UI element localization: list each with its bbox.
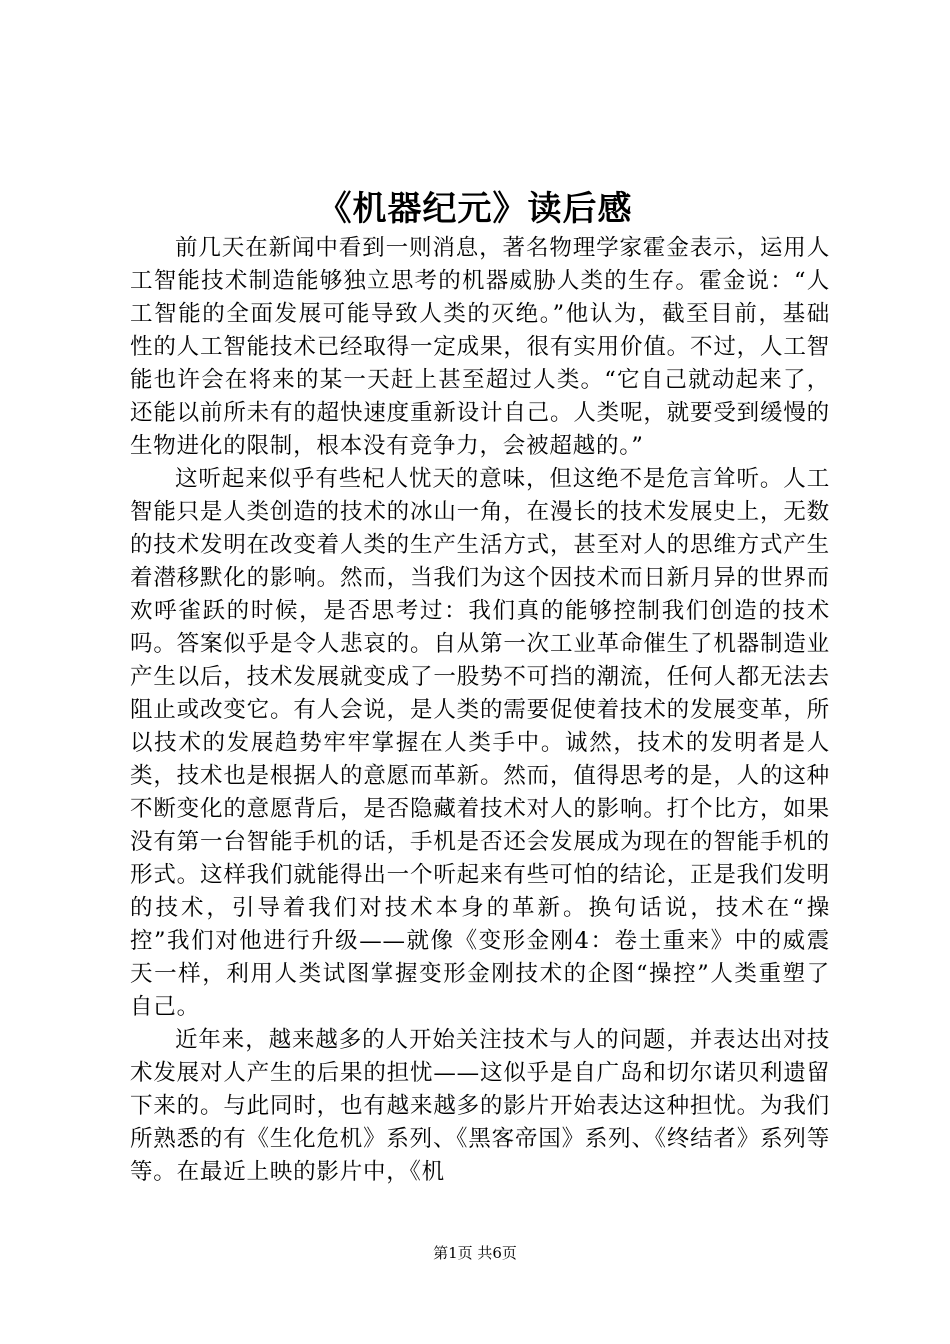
paragraph-2: 这听起来似乎有些杞人忧天的意味，但这绝不是危言耸听。人工智能只是人类创造的技术的冰山一角，在漫长的技术发展史上，无数的技术发明在改变着人类的生产生活方式，甚至对人的思维方式产生着潜移默化的影响。然而，当我们为这个因技术而日新月异的世界而欢呼雀跃的时候，是否思考过：我们真的能够控制我们创造的技术吗。答案似乎是令人悲哀的。自从第一次工业革命催生了机器制造业产生以后，技术发展就变成了一股势不可挡的潮流，任何人都无法去阻止或改变它。有人会说，是人类的需要促使着技术的发展变革，所以技术的发展趋势牢牢掌握在人类手中。诚然，技术的发明者是人类，技术也是根据人的意愿而革新。然而，值得思考的是，人的这种不断变化的意愿背后，是否隐藏着技术对人的影响。打个比方，如果没有第一台智能手机的话，手机是否还会发展成为现在的智能手机的形式。这样我们就能得出一个听起来有些可怕的结论，正是我们发明的技术，引导着我们对技术本身的革新。换句话说，技术在“操控”我们对他进行升级——就像《变形金刚4：卷土重来》中的威震天一样，利用人类试图掌握变形金刚技术的企图“操控”人类重塑了自己。 <box>130 466 830 1020</box>
paragraph-3: 近年来，越来越多的人开始关注技术与人的问题，并表达出对技术发展对人产生的后果的担忧——这似乎是自广岛和切尔诺贝利遗留下来的。与此同时，也有越来越多的影片开始表达这种担忧。为我们所熟悉的有《生化危机》系列、《黑客帝国》系列、《终结者》系列等等。在最近上映的影片中，《机 <box>130 1027 830 1185</box>
document-title: 《机器纪元》读后感 <box>317 189 633 229</box>
paragraph-1: 前几天在新闻中看到一则消息，著名物理学家霍金表示，运用人工智能技术制造能够独立思考的机器威胁人类的生存。霍金说：“人工智能的全面发展可能导致人类的灭绝。”他认为，截至目前，基础性的人工智能技术已经取得一定成果，很有实用价值。不过，人工智能也许会在将来的某一天赶上甚至超过人类。“它自己就动起来了，还能以前所未有的超快速度重新设计自己。人类呢，就要受到缓慢的生物进化的限制，根本没有竞争力，会被超越的。” <box>130 235 830 459</box>
page-number-footer: 第1页 共6页 <box>433 1244 517 1262</box>
document-body <box>130 232 830 1189</box>
